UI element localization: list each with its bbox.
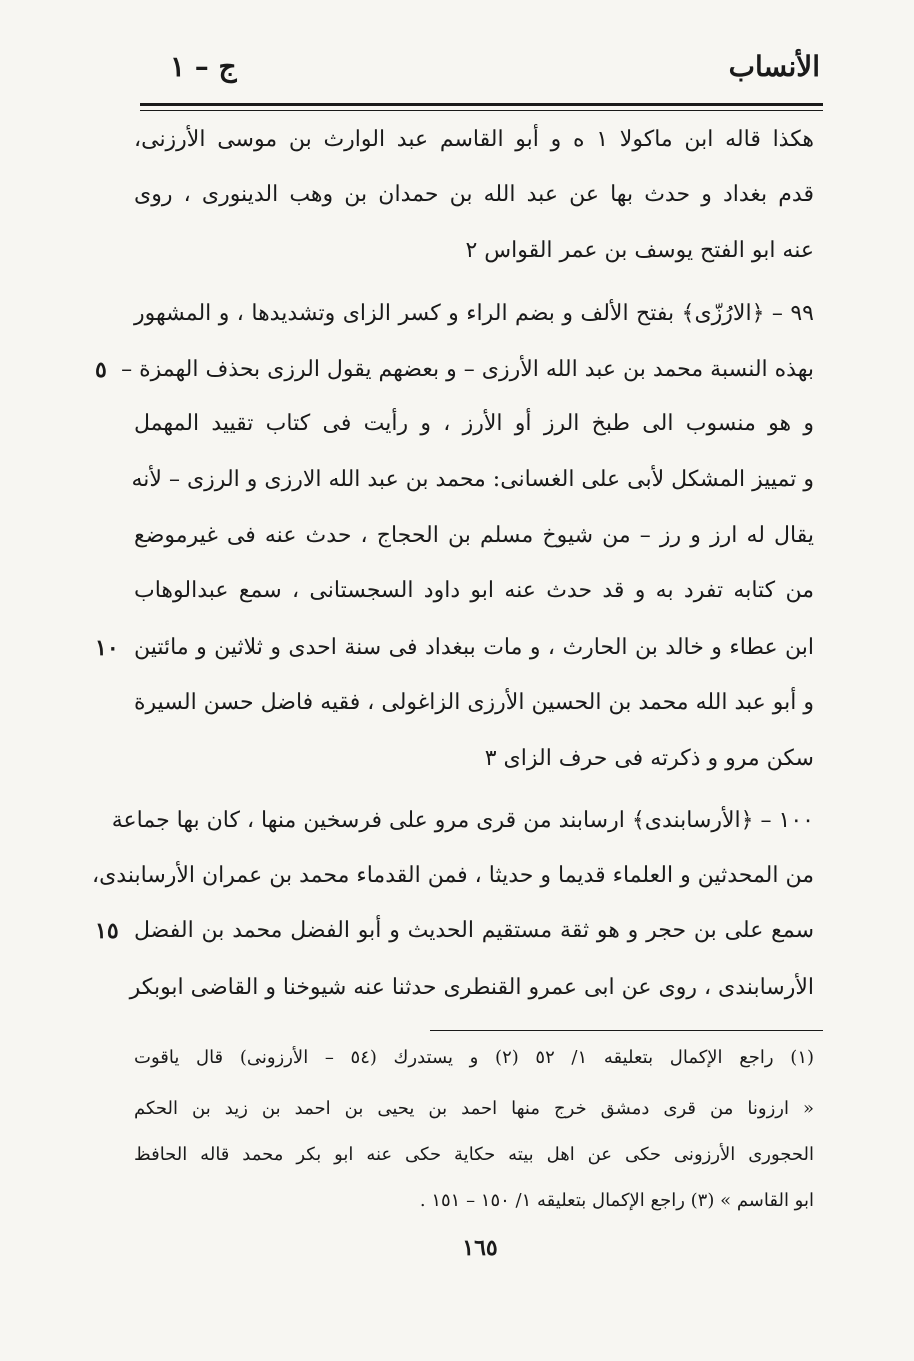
- footnote-rule: [430, 1030, 823, 1031]
- text-line: ابن عطاء و خالد بن الحارث ، و مات ببغداد فى سنة احدى و ثلاثين و مائتين: [134, 635, 814, 660]
- text-line: يقال له ارز و رز – من شيوخ مسلم بن الحجاج ، حدث عنه فى غيرموضع: [134, 523, 814, 548]
- text-line: و تمييز المشكل لأبى على الغسانى: محمد بن عبد الله الارزى و الرزى – لأنه: [131, 467, 814, 492]
- line-number-15: ١٥: [95, 918, 119, 944]
- text-line: عنه ابو الفتح يوسف بن عمر القواس ٢: [465, 238, 814, 263]
- footnote-line: الحجورى الأرزونى حكى عن اهل بيته حكاية حكى عنه ابو بكر محمد قاله الحافظ: [134, 1144, 814, 1165]
- text-line: قدم بغداد و حدث بها عن عبد الله بن حمدان بن وهب الدينورى ، روى: [134, 182, 814, 207]
- text-line: و أبو عبد الله محمد بن الحسين الأرزى الزاغولى ، فقيه فاضل حسن السيرة: [133, 690, 814, 715]
- text-line: من المحدثين و العلماء قديما و حديثا ، فمن القدماء محمد بن عمران الأرسابندى،: [91, 863, 814, 888]
- footnote-line: « ارزونا من قرى دمشق خرج منها احمد بن يحيى بن احمد بن زيد بن الحكم: [134, 1098, 814, 1119]
- text-line: بهذه النسبة محمد بن عبد الله الأرزى – و بعضهم يقول الرزى بحذف الهمزة –: [121, 357, 814, 382]
- text-line: من كتابه تفرد به و قد حدث عنه ابو داود السجستانى ، سمع عبدالوهاب: [134, 578, 814, 603]
- header-rule-thin: [140, 110, 823, 111]
- text-line: الأرسابندى ، روى عن ابى عمرو القنطرى حدثنا عنه شيوخنا و القاضى ابوبكر: [129, 975, 814, 1000]
- header-rule-thick: [140, 103, 823, 106]
- text-line: سمع على بن حجر و هو ثقة مستقيم الحديث و أبو الفضل محمد بن الفضل: [134, 918, 814, 943]
- text-line: هكذا قاله ابن ماكولا ١ ه و أبو القاسم عبد الوارث بن موسى الأرزنى،: [134, 127, 814, 152]
- entry-99-heading-line: ٩٩ – ﴿الارُزّى﴾ بفتح الألف و بضم الراء و كسر الزاى وتشديدها ، و المشهور: [134, 301, 814, 326]
- text-line: و هو منسوب الى طبخ الرز أو الأرز ، و رأيت فى كتاب تقييد المهمل: [134, 411, 814, 436]
- entry-100-heading-line: ١٠٠ – ﴿الأرسابندى﴾ ارسابند من قرى مرو على فرسخين منها ، كان بها جماعة: [111, 808, 814, 833]
- footnote-line: (١) راجع الإكمال بتعليقه ١/ ٥٢ (٢) و يستدرك (٥٤ – الأرزونى) قال ياقوت: [134, 1047, 815, 1068]
- line-number-10: ١٠: [95, 635, 119, 661]
- footnote-line: ابو القاسم » (٣) راجع الإكمال بتعليقه ١/ ١٥٠ – ١٥١ .: [419, 1190, 814, 1211]
- line-number-5: ٥: [95, 357, 107, 383]
- running-header: [140, 50, 820, 100]
- page-number: ١٦٥: [462, 1235, 498, 1261]
- running-title: الأنساب: [728, 50, 820, 83]
- text-line: سكن مرو و ذكرته فى حرف الزاى ٣: [484, 746, 814, 771]
- volume-label: ج – ١: [170, 50, 237, 83]
